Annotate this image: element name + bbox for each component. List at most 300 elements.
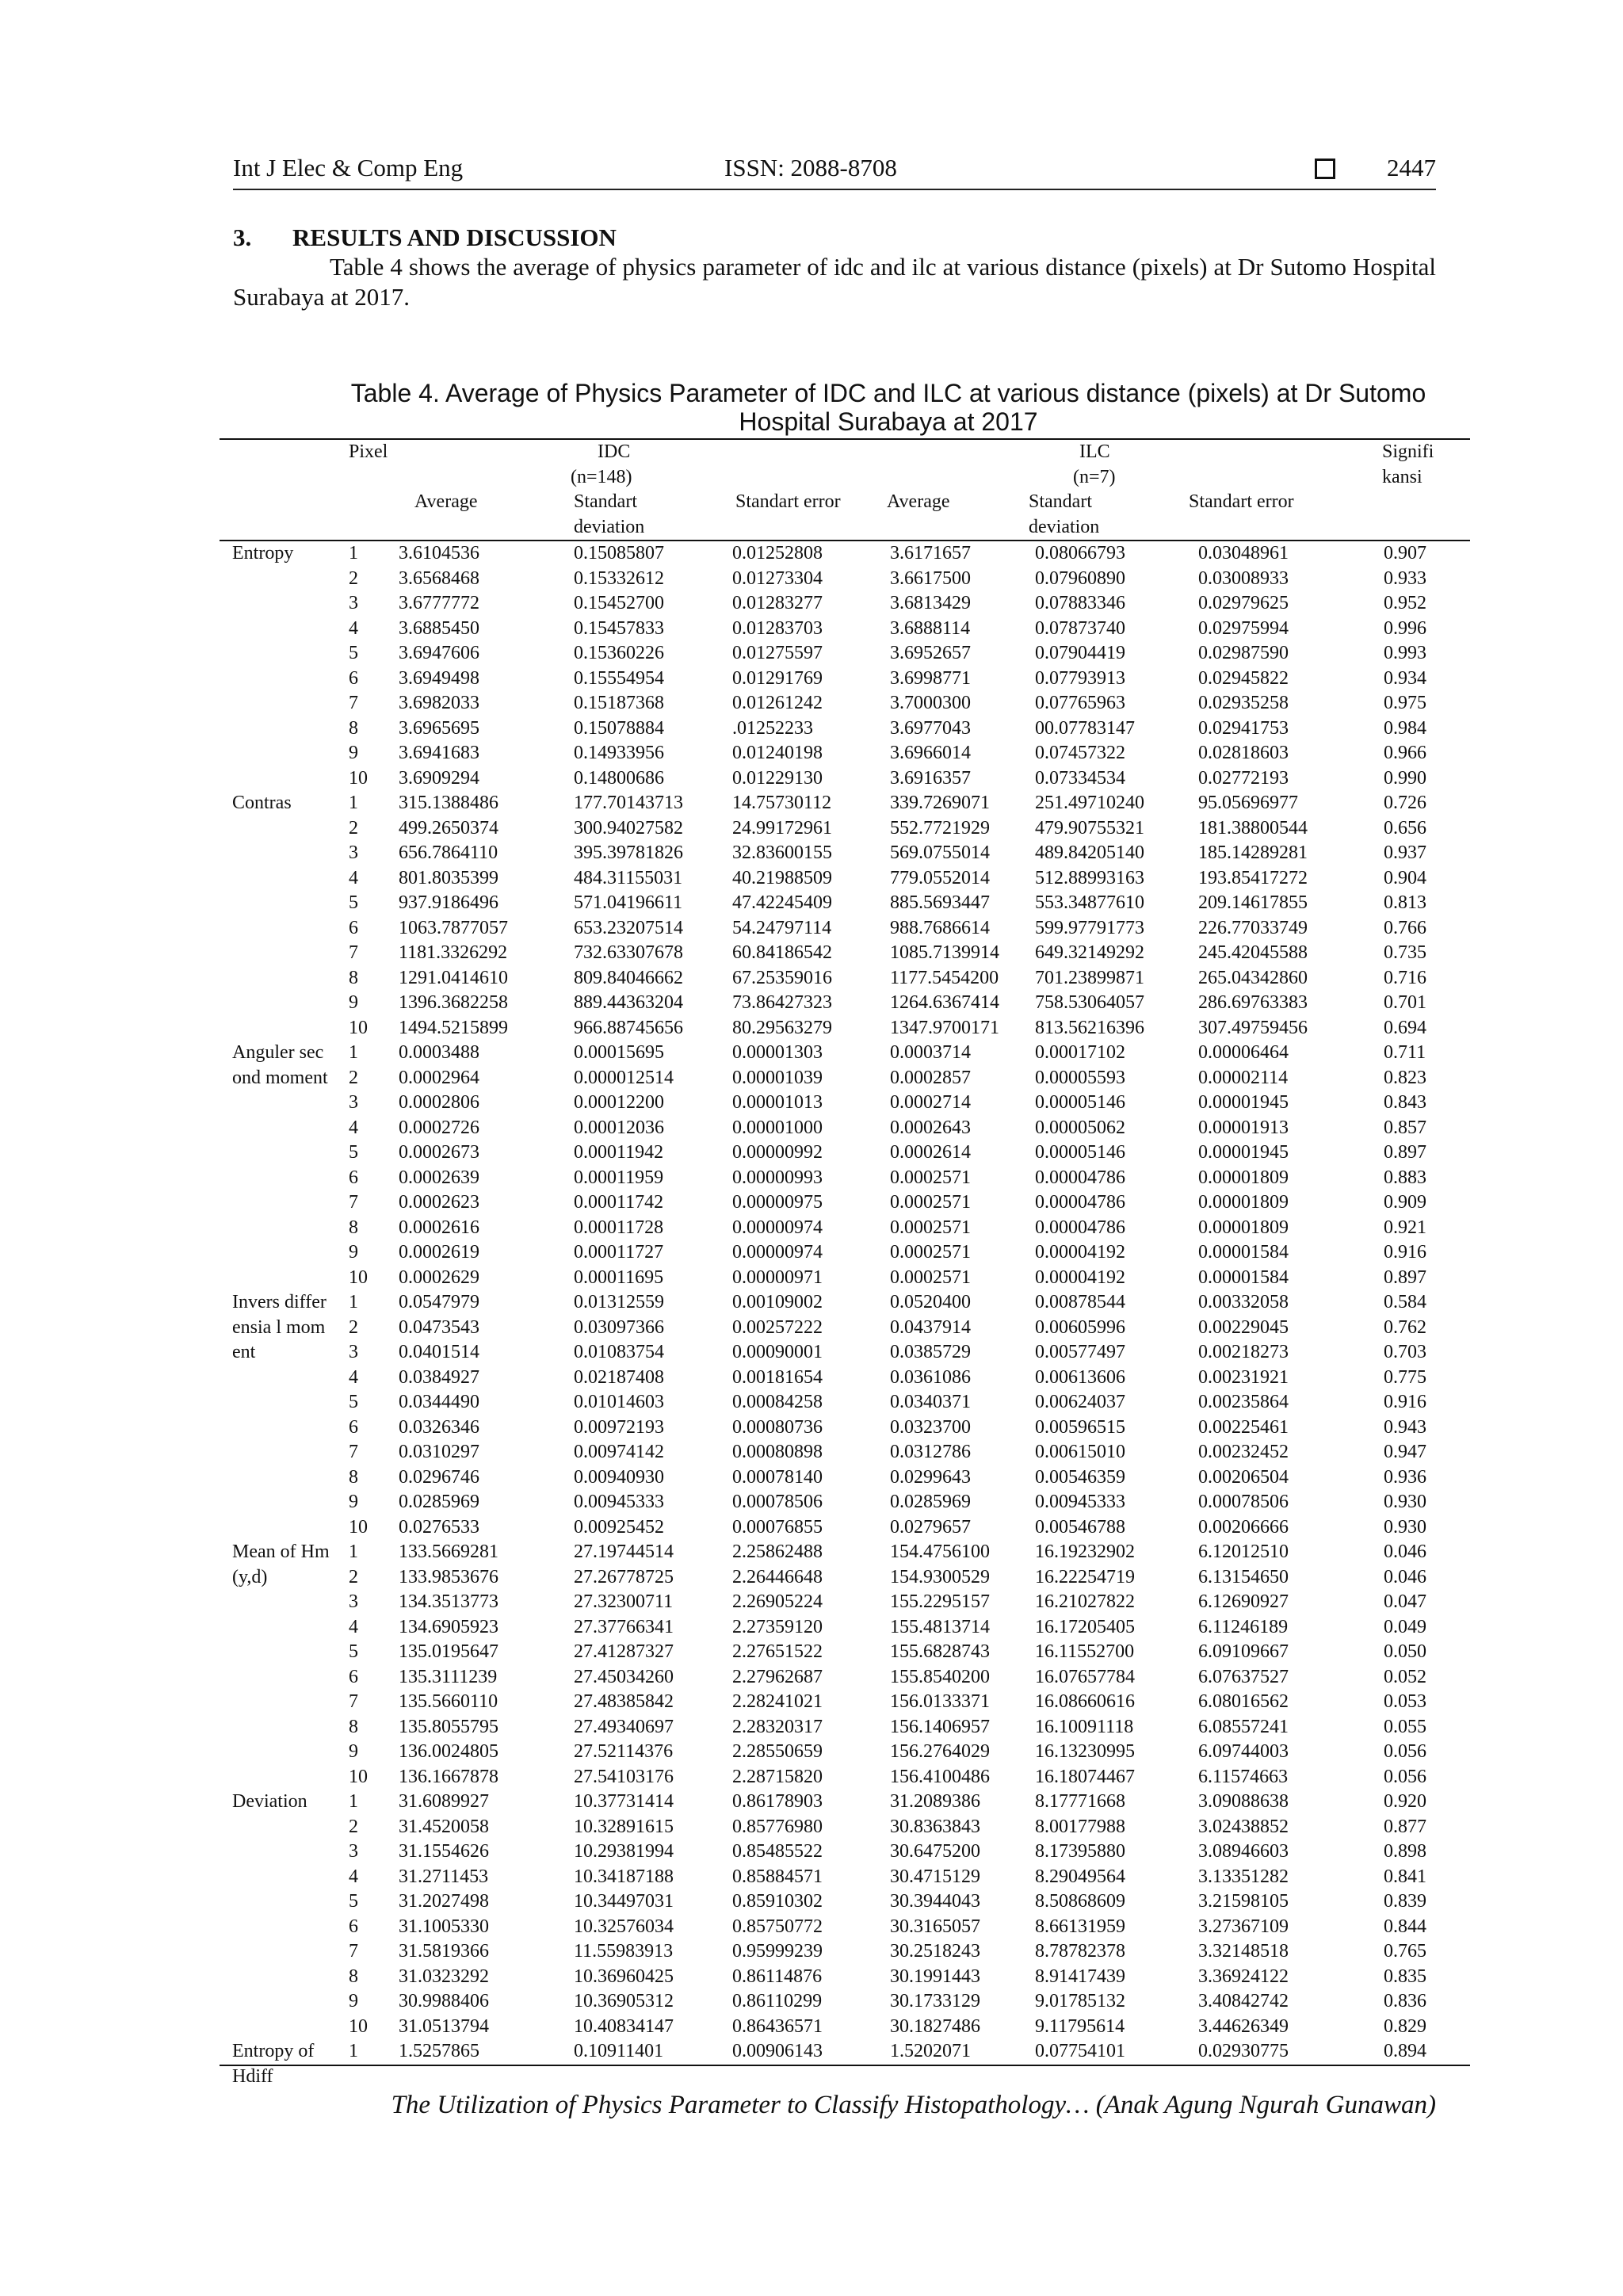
value-cell: 286.69763383 <box>1198 992 1308 1013</box>
value-cell: 0.844 <box>1384 1916 1426 1937</box>
value-cell: 0.0276533 <box>399 1516 479 1538</box>
value-cell: 0.01229130 <box>732 767 823 789</box>
value-cell: 226.77033749 <box>1198 917 1308 938</box>
value-cell: 0.933 <box>1384 567 1426 589</box>
value-cell: 0.86178903 <box>732 1791 823 1812</box>
value-cell: 0.00001809 <box>1198 1192 1289 1213</box>
row-group-spacer <box>220 1116 341 1141</box>
value-cell: 569.0755014 <box>890 842 990 863</box>
value-cell: 31.2711453 <box>399 1866 489 1887</box>
value-cell: 801.8035399 <box>399 867 498 888</box>
value-cell: 0.735 <box>1384 942 1426 963</box>
table-row <box>220 1515 1470 1541</box>
ilc-n: (n=7) <box>1073 466 1116 487</box>
pixel-cell: 6 <box>349 1416 358 1438</box>
row-group-spacer <box>220 2015 341 2040</box>
value-cell: 0.10911401 <box>564 2039 724 2065</box>
page-footer: The Utilization of Physics Parameter to Classify Histopathology… (Anak Agung Ngurah Gunawan) <box>391 2091 1436 2119</box>
value-cell: 30.4715129 <box>890 1866 980 1887</box>
table-body <box>220 541 1470 2087</box>
value-cell: 0.00080898 <box>732 1442 823 1462</box>
value-cell: 0.993 <box>1384 643 1426 663</box>
table-row <box>220 1016 1470 1041</box>
value-cell: 0.15457833 <box>574 617 664 639</box>
value-cell: 0.00000993 <box>732 1167 823 1188</box>
value-cell: 3.02438852 <box>1198 1816 1289 1837</box>
table-row <box>220 1465 1470 1491</box>
pixel-cell: 2 <box>349 1316 358 1338</box>
row-group-spacer <box>220 641 341 667</box>
value-cell: 0.00000992 <box>732 1142 823 1163</box>
value-cell: 135.3111239 <box>399 1666 498 1687</box>
row-group-spacer <box>220 591 341 617</box>
value-cell: 0.00001013 <box>732 1092 823 1113</box>
value-cell: 0.00605996 <box>1035 1316 1125 1338</box>
value-cell: 0.00015695 <box>574 1042 664 1063</box>
value-cell: 2.27962687 <box>732 1666 823 1687</box>
value-cell: 779.0552014 <box>890 867 990 888</box>
value-cell: 0.85884571 <box>732 1866 823 1887</box>
value-cell: 3.6104536 <box>399 543 479 563</box>
value-cell: 0.00218273 <box>1198 1342 1289 1362</box>
intro-paragraph: Table 4 shows the average of physics parameter of idc and ilc at various distance (pixels) at Dr Sutomo Hospital Surabaya at 2017. <box>233 253 1436 311</box>
value-cell: 0.85776980 <box>732 1816 823 1837</box>
value-cell: 0.00011695 <box>574 1266 664 1288</box>
value-cell: 0.00001809 <box>1198 1167 1289 1188</box>
pixel-cell: 10 <box>349 1516 368 1538</box>
row-group-spacer <box>220 1690 341 1715</box>
value-cell: 0.07904419 <box>1035 643 1125 663</box>
value-cell: 0.00001913 <box>1198 1117 1289 1138</box>
value-cell: 30.3165057 <box>890 1916 980 1937</box>
value-cell: 0.0401514 <box>399 1342 479 1362</box>
value-cell: 3.08946603 <box>1198 1841 1289 1862</box>
value-cell: 0.15360226 <box>574 643 664 663</box>
table-row <box>220 1915 1470 1940</box>
value-cell: 0.050 <box>1384 1641 1426 1662</box>
value-cell: 1085.7139914 <box>890 942 999 963</box>
row-group-spacer <box>220 766 341 792</box>
value-cell: 0.01291769 <box>732 667 823 689</box>
pixel-cell: 10 <box>349 1266 368 1288</box>
value-cell: 10.36905312 <box>574 1991 674 2011</box>
value-cell: 1347.9700171 <box>890 1017 999 1038</box>
value-cell: 1494.5215899 <box>399 1017 508 1038</box>
value-cell: 0.920 <box>1384 1791 1426 1812</box>
table-row <box>220 1066 1470 1091</box>
pixel-cell: 2 <box>349 1566 358 1587</box>
row-group-spacer <box>220 1765 341 1790</box>
row-group-spacer <box>220 991 341 1016</box>
row-group-spacer <box>220 691 341 716</box>
value-cell: 0.775 <box>1384 1366 1426 1388</box>
value-cell: 0.0002639 <box>399 1167 479 1188</box>
value-cell: 193.85417272 <box>1198 867 1308 888</box>
value-cell: 0.00005146 <box>1035 1092 1125 1113</box>
value-cell: 701.23899871 <box>1035 967 1144 988</box>
row-group-label <box>220 1041 341 1088</box>
value-cell: 0.0002714 <box>890 1092 971 1113</box>
row-group-spacer <box>220 866 341 892</box>
significance-header: Signifi kansi <box>1344 439 1470 490</box>
value-cell: 0.02818603 <box>1198 743 1289 763</box>
pixel-cell: 1 <box>349 543 358 563</box>
value-cell: 0.00577497 <box>1035 1342 1125 1362</box>
value-cell: 8.66131959 <box>1035 1916 1125 1937</box>
value-cell: 0.00011942 <box>574 1142 664 1163</box>
value-cell: 0.0296746 <box>399 1466 479 1488</box>
pixel-cell: 4 <box>349 1866 358 1887</box>
value-cell: 0.07765963 <box>1035 693 1125 713</box>
value-cell: 1396.3682258 <box>399 992 508 1013</box>
value-cell: 0.0547979 <box>399 1292 479 1312</box>
page-number: 2447 <box>1387 154 1436 181</box>
value-cell: 27.54103176 <box>574 1766 674 1787</box>
row-group-label <box>220 1290 341 1362</box>
value-cell: 16.21027822 <box>1035 1591 1135 1612</box>
value-cell: 0.00078506 <box>732 1492 823 1512</box>
value-cell: 0.0326346 <box>399 1416 479 1438</box>
value-cell: 0.15085807 <box>574 543 664 563</box>
value-cell: 8.17395880 <box>1035 1841 1125 1862</box>
pixel-cell: 10 <box>349 767 368 789</box>
value-cell: 0.00624037 <box>1035 1392 1125 1412</box>
value-cell: 0.85750772 <box>732 1916 823 1937</box>
value-cell: 0.15078884 <box>574 717 664 739</box>
pixel-cell: 3 <box>349 593 358 613</box>
value-cell: 3.6998771 <box>890 667 971 689</box>
table-row <box>220 1290 1470 1316</box>
value-cell: 0.000012514 <box>574 1067 674 1088</box>
pixel-cell: 3 <box>349 1092 358 1113</box>
value-cell: 0.00005593 <box>1035 1067 1125 1088</box>
value-cell: 155.2295157 <box>890 1591 990 1612</box>
pixel-cell: 1 <box>341 2039 399 2065</box>
value-cell: 0.056 <box>1384 1766 1426 1787</box>
value-cell: 0.883 <box>1384 1167 1426 1188</box>
table-row <box>220 1615 1470 1641</box>
pixel-cell: 9 <box>349 1991 358 2011</box>
value-cell: 156.2764029 <box>890 1741 990 1762</box>
value-cell: 3.6977043 <box>890 717 971 739</box>
table-row <box>220 1440 1470 1465</box>
value-cell: 156.0133371 <box>890 1691 990 1712</box>
value-cell: 3.44626349 <box>1198 2015 1289 2037</box>
value-cell: 135.5660110 <box>399 1691 498 1712</box>
value-cell: 0.15187368 <box>574 693 664 713</box>
value-cell: .01252233 <box>732 717 813 739</box>
value-cell: 0.0002673 <box>399 1142 479 1163</box>
value-cell: 0.00000974 <box>732 1217 823 1238</box>
value-cell: 27.37766341 <box>574 1616 674 1637</box>
pixel-cell: 6 <box>349 917 358 938</box>
value-cell: 0.02987590 <box>1198 643 1289 663</box>
value-cell: 2.27359120 <box>732 1616 823 1637</box>
value-cell: 0.0002571 <box>890 1217 971 1238</box>
value-cell: 0.00232452 <box>1198 1442 1289 1462</box>
row-group-spacer <box>220 1865 341 1890</box>
value-cell: 0.907 <box>1384 543 1426 563</box>
row-group-spacer <box>220 1240 341 1266</box>
value-cell: 0.584 <box>1384 1292 1426 1312</box>
group-label-text: Deviation <box>232 1791 307 1812</box>
table-row <box>220 1715 1470 1740</box>
value-cell: 16.18074467 <box>1035 1766 1135 1787</box>
value-cell: 1291.0414610 <box>399 967 508 988</box>
value-cell: 0.726 <box>1384 793 1426 813</box>
value-cell: 60.84186542 <box>732 942 832 963</box>
value-cell: 6.08016562 <box>1198 1691 1289 1712</box>
section-title: RESULTS AND DISCUSSION <box>292 223 617 251</box>
pixel-cell: 3 <box>349 1841 358 1862</box>
pixel-cell: 4 <box>349 617 358 639</box>
value-cell: 0.00011728 <box>574 1217 664 1238</box>
value-cell: 24.99172961 <box>732 817 832 839</box>
row-group-spacer <box>220 741 341 766</box>
value-cell: 0.0361086 <box>890 1366 971 1388</box>
value-cell: 0.0002726 <box>399 1117 479 1138</box>
value-cell: 8.29049564 <box>1035 1866 1125 1887</box>
value-cell: 134.3513773 <box>399 1591 498 1612</box>
value-cell: 0.656 <box>1384 817 1426 839</box>
value-cell: 6.11574663 <box>1198 1766 1289 1787</box>
value-cell: 315.1388486 <box>399 793 498 813</box>
row-group-spacer <box>220 1091 341 1116</box>
value-cell: 0.046 <box>1384 1541 1426 1562</box>
row-group-spacer <box>220 1266 341 1291</box>
pixel-cell: 5 <box>349 1891 358 1912</box>
value-cell: 0.00002114 <box>1198 1067 1289 1088</box>
table-row <box>220 966 1470 991</box>
value-cell: 31.2089386 <box>890 1791 980 1812</box>
value-cell: 3.6813429 <box>890 593 971 613</box>
value-cell: 0.01014603 <box>574 1392 664 1412</box>
group-label-text: Mean of Hm(y,d) <box>232 1541 330 1587</box>
value-cell: 809.84046662 <box>574 967 683 988</box>
pixel-cell: 9 <box>349 1242 358 1263</box>
value-cell: 0.00004786 <box>1035 1167 1125 1188</box>
value-cell: 0.897 <box>1384 1266 1426 1288</box>
table-row <box>220 1590 1470 1615</box>
value-cell: 0.00078140 <box>732 1466 823 1488</box>
value-cell: 16.11552700 <box>1035 1641 1135 1662</box>
row-group-spacer <box>220 1839 341 1865</box>
value-cell: 0.02935258 <box>1198 693 1289 713</box>
row-group-spacer <box>220 1740 341 1765</box>
table-row <box>220 791 1470 816</box>
table-row <box>220 1815 1470 1840</box>
value-cell: 0.904 <box>1384 867 1426 888</box>
value-cell: 0.049 <box>1384 1616 1426 1637</box>
value-cell: 0.00080736 <box>732 1416 823 1438</box>
table-row <box>220 1390 1470 1415</box>
table-row <box>220 617 1470 642</box>
pixel-cell: 8 <box>349 967 358 988</box>
value-cell: 3.6777772 <box>399 593 479 613</box>
row-group-spacer <box>220 1965 341 1990</box>
value-cell: 3.6965695 <box>399 717 479 739</box>
value-cell: 0.703 <box>1384 1342 1426 1362</box>
value-cell: 0.01261242 <box>732 693 823 713</box>
value-cell: 571.04196611 <box>574 892 683 913</box>
value-cell: 0.823 <box>1384 1067 1426 1088</box>
value-cell: 1181.3326292 <box>399 942 508 963</box>
pixel-cell: 10 <box>349 1766 368 1787</box>
value-cell: 0.943 <box>1384 1416 1426 1438</box>
value-cell: 31.4520058 <box>399 1816 489 1837</box>
value-cell: 0.0002571 <box>890 1192 971 1213</box>
value-cell: 47.42245409 <box>732 892 832 913</box>
value-cell: 0.694 <box>1384 1017 1426 1038</box>
pixel-cell: 7 <box>349 942 358 963</box>
value-cell: 0.85485522 <box>732 1841 823 1862</box>
row-group-spacer <box>220 1515 341 1541</box>
pixel-cell: 4 <box>349 1117 358 1138</box>
value-cell: 0.07754101 <box>1029 2039 1189 2065</box>
section-number: 3. <box>233 223 252 251</box>
value-cell: 489.84205140 <box>1035 842 1144 863</box>
value-cell: 30.1733129 <box>890 1991 980 2011</box>
table-row <box>220 1366 1470 1391</box>
value-cell: 8.00177988 <box>1035 1816 1125 1837</box>
value-cell: 2.28715820 <box>732 1766 823 1787</box>
value-cell: 3.6568468 <box>399 567 479 589</box>
table-row <box>220 2015 1470 2040</box>
value-cell: 2.28320317 <box>732 1716 823 1737</box>
value-cell: 154.9300529 <box>890 1566 990 1587</box>
table-row <box>220 1690 1470 1715</box>
idc-stderr-header: Standart error <box>724 490 882 541</box>
value-cell: 0.0003714 <box>890 1042 971 1063</box>
pixel-cell: 9 <box>349 743 358 763</box>
value-cell: 0.0323700 <box>890 1416 971 1438</box>
value-cell: 0.909 <box>1384 1192 1426 1213</box>
value-cell: 6.11246189 <box>1198 1616 1289 1637</box>
value-cell: 307.49759456 <box>1198 1017 1308 1038</box>
value-cell: 00.07783147 <box>1035 717 1135 739</box>
pixel-cell: 9 <box>349 992 358 1013</box>
value-cell: 0.0002571 <box>890 1242 971 1263</box>
value-cell: 3.6982033 <box>399 693 479 713</box>
group-label-text: Anguler second moment <box>232 1042 328 1088</box>
value-cell: 0.00945333 <box>1035 1492 1125 1512</box>
value-cell: 0.984 <box>1384 717 1426 739</box>
value-cell: 889.44363204 <box>574 992 683 1013</box>
table-row <box>220 1216 1470 1241</box>
pixel-cell: 5 <box>349 1142 358 1163</box>
row-group-spacer <box>220 841 341 866</box>
value-cell: 0.02772193 <box>1198 767 1289 789</box>
value-cell: 31.2027498 <box>399 1891 489 1912</box>
value-cell: 0.0473543 <box>399 1316 479 1338</box>
table-row <box>220 691 1470 716</box>
row-group-spacer <box>220 1366 341 1391</box>
pixel-cell: 5 <box>349 643 358 663</box>
row-group-spacer <box>220 1989 341 2015</box>
pixel-cell: 7 <box>349 1192 358 1213</box>
value-cell: 0.00596515 <box>1035 1416 1125 1438</box>
value-cell: 0.055 <box>1384 1716 1426 1737</box>
table-row <box>220 1965 1470 1990</box>
value-cell: 0.00001000 <box>732 1117 823 1138</box>
table-row <box>220 1939 1470 1965</box>
row-group-spacer <box>220 1615 341 1641</box>
pixel-cell: 5 <box>349 892 358 913</box>
value-cell: 0.86110299 <box>732 1991 823 2011</box>
value-cell: 30.6475200 <box>890 1841 980 1862</box>
value-cell: 31.6089927 <box>399 1791 489 1812</box>
value-cell: 16.10091118 <box>1035 1716 1134 1737</box>
value-cell: 2.26905224 <box>732 1591 823 1612</box>
value-cell: 31.1554626 <box>399 1841 489 1862</box>
row-group-spacer <box>220 1889 341 1915</box>
value-cell: 0.00000971 <box>732 1266 823 1288</box>
value-cell: 0.0002806 <box>399 1092 479 1113</box>
value-cell: 0.00906143 <box>724 2039 882 2065</box>
table-row <box>220 916 1470 942</box>
ilc-stddev-header <box>1029 490 1189 541</box>
value-cell: 0.921 <box>1384 1217 1426 1238</box>
value-cell: 16.17205405 <box>1035 1616 1135 1637</box>
row-group-label <box>220 1540 341 1587</box>
value-cell: 3.6949498 <box>399 667 479 689</box>
row-group-spacer <box>220 916 341 942</box>
value-cell: 8.91417439 <box>1035 1966 1125 1987</box>
value-cell: 0.00332058 <box>1198 1292 1289 1312</box>
ilc-stderr-header: Standart error <box>1189 490 1344 541</box>
pixel-cell: 10 <box>349 2015 368 2037</box>
pixel-cell: 7 <box>349 1691 358 1712</box>
value-cell: 0.00005062 <box>1035 1117 1125 1138</box>
row-group-label <box>220 541 341 567</box>
pixel-header: Pixel <box>341 439 399 490</box>
issn: ISSN: 2088-8708 <box>724 154 897 181</box>
value-cell: 2.25862488 <box>732 1541 823 1562</box>
value-cell: 599.97791773 <box>1035 917 1144 938</box>
value-cell: 27.26778725 <box>574 1566 674 1587</box>
value-cell: 10.29381994 <box>574 1841 674 1862</box>
value-cell: 0.07960890 <box>1035 567 1125 589</box>
table-row <box>220 1140 1470 1166</box>
value-cell: 136.1667878 <box>399 1766 498 1787</box>
value-cell: 0.01312559 <box>574 1292 664 1312</box>
section-heading <box>233 223 617 252</box>
value-cell: 0.0002619 <box>399 1242 479 1263</box>
value-cell: 95.05696977 <box>1198 793 1298 813</box>
pixel-cell: 6 <box>349 1167 358 1188</box>
value-cell: 395.39781826 <box>574 842 683 863</box>
table-row <box>220 866 1470 892</box>
value-cell: 0.930 <box>1384 1492 1426 1512</box>
value-cell: 0.0437914 <box>890 1316 971 1338</box>
value-cell: 0.00005146 <box>1035 1142 1125 1163</box>
table-row <box>220 1765 1470 1790</box>
value-cell: 0.07793913 <box>1035 667 1125 689</box>
value-cell: 6.07637527 <box>1198 1666 1289 1687</box>
value-cell: 1.5257865 <box>399 2039 564 2065</box>
value-cell: 0.00231921 <box>1198 1366 1289 1388</box>
value-cell: 10.34497031 <box>574 1891 674 1912</box>
pixel-cell: 7 <box>349 1941 358 1962</box>
row-group-spacer <box>220 816 341 842</box>
pixel-cell: 6 <box>349 1916 358 1937</box>
value-cell: 8.78782378 <box>1035 1941 1125 1962</box>
value-cell: 0.0002964 <box>399 1067 479 1088</box>
value-cell: 10.37731414 <box>574 1791 674 1812</box>
value-cell: 30.1827486 <box>890 2015 980 2037</box>
value-cell: 3.7000300 <box>890 693 971 713</box>
value-cell: 0.02930775 <box>1189 2039 1344 2065</box>
